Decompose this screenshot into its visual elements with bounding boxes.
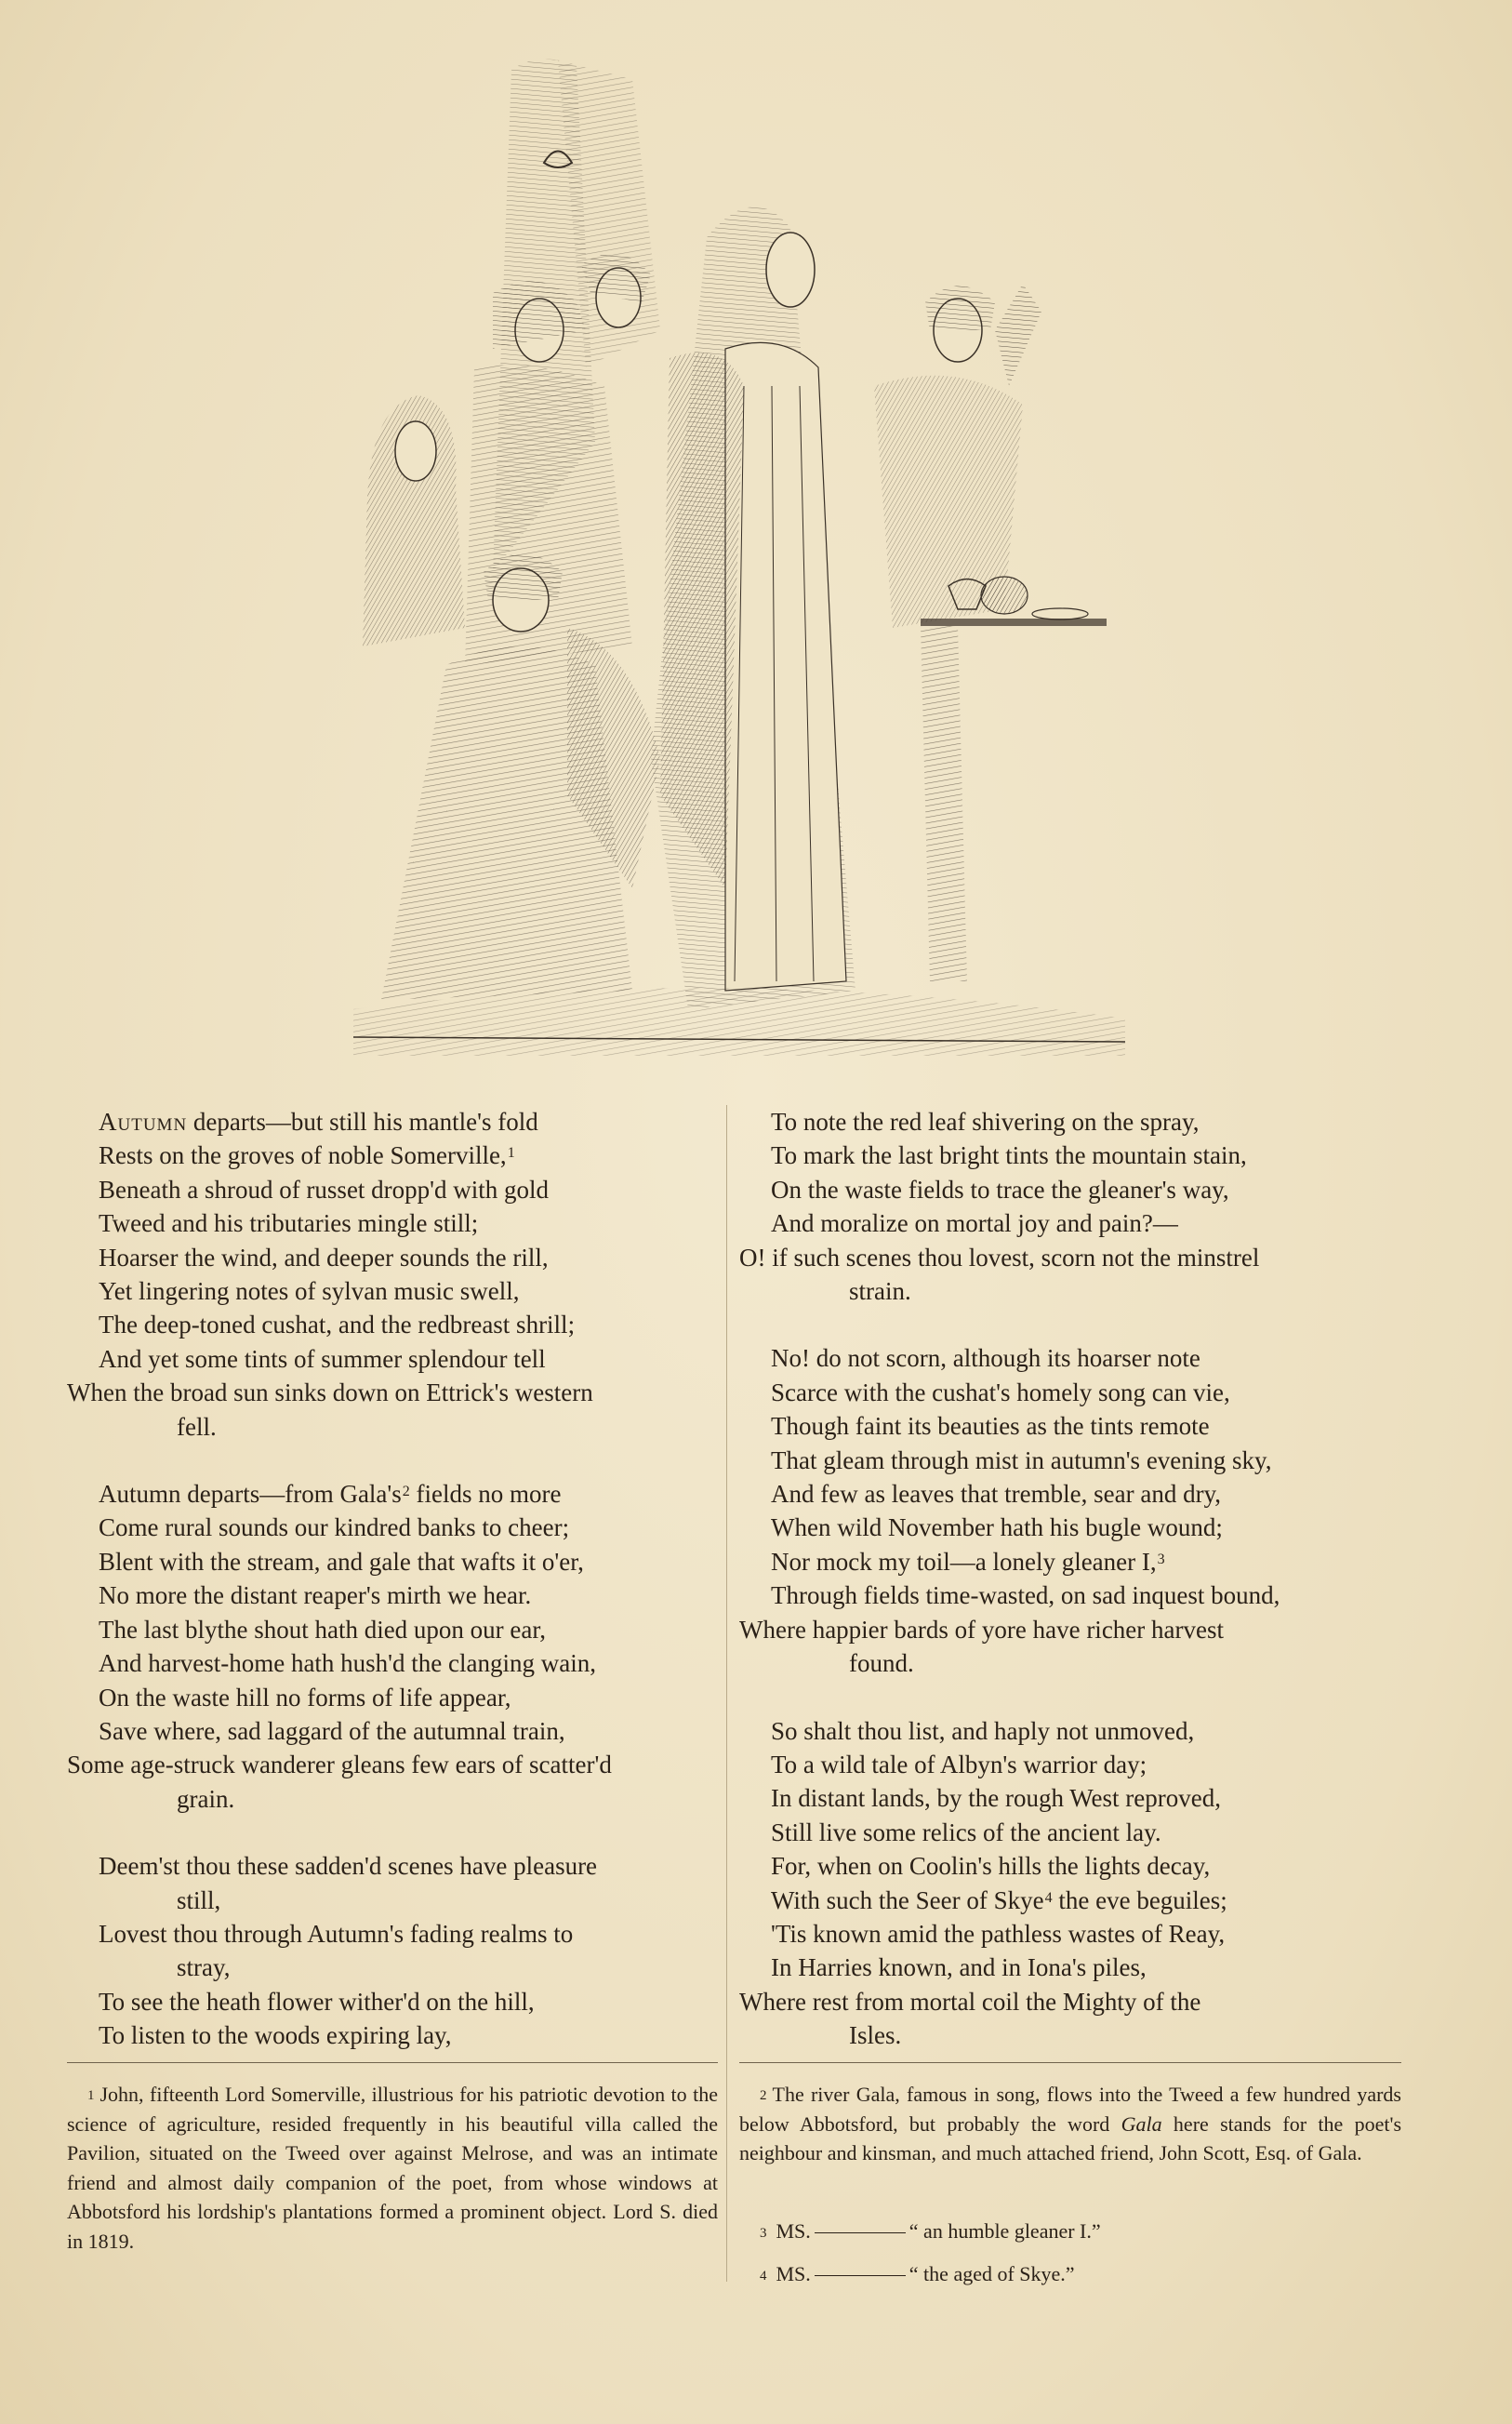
stanza xyxy=(739,1341,1409,1680)
poem-line-text: To listen to the woods expiring lay, xyxy=(99,2021,452,2050)
poem-line-text: Deem'st thou these sadden'd scenes have pleasure xyxy=(99,1852,598,1881)
poem-line-text-after: fields no more xyxy=(409,1480,562,1509)
poem-line xyxy=(739,1545,1409,1578)
poem-line-text: Nor mock my toil—a lonely gleaner I, xyxy=(771,1547,1157,1576)
poem-line-text: Blent with the stream, and gale that wafts it o'er, xyxy=(99,1547,584,1576)
face-left-hooded xyxy=(395,421,436,481)
poem-line-text: To note the red leaf shivering on the spray, xyxy=(771,1108,1200,1136)
poem-line xyxy=(67,1274,746,1308)
poem-line-text: When wild November hath his bugle wound; xyxy=(771,1513,1223,1542)
poem-line xyxy=(67,1477,746,1511)
poem-line-text: To see the heath flower wither'd on the hill, xyxy=(99,1987,535,2016)
poem-line-text: 'Tis known amid the pathless wastes of Reay, xyxy=(771,1919,1226,1948)
engraving-illustration xyxy=(353,51,1125,1056)
poem-line-text: In distant lands, by the rough West reproved, xyxy=(771,1784,1221,1813)
poem-line xyxy=(67,1511,746,1544)
footnote-2-number: 2 xyxy=(760,2088,767,2103)
footnote-4 xyxy=(760,2260,1075,2288)
poem-line-text-after: the eve beguiles; xyxy=(1052,1885,1227,1914)
poem-line xyxy=(739,1714,1409,1748)
footnote-3-ms: MS. xyxy=(776,2219,811,2243)
poem-line-text: Where happier bards of yore have richer harvest xyxy=(739,1615,1224,1644)
poem-line-text: Still live some relics of the ancient lay. xyxy=(771,1818,1161,1846)
poem-line xyxy=(739,2018,1409,2052)
poem-line-text: For, when on Coolin's hills the lights decay, xyxy=(771,1852,1211,1881)
poem-line-text: The deep-toned cushat, and the redbreast shrill; xyxy=(99,1311,576,1339)
poem-line-text: To mark the last bright tints the mountain stain, xyxy=(771,1141,1247,1170)
footnote-reference: 3 xyxy=(1157,1551,1165,1567)
poem-line xyxy=(739,1578,1409,1612)
footnote-3-dash xyxy=(815,2232,906,2233)
footnote-4-dash xyxy=(815,2275,906,2276)
poem-line-text: O! if such scenes thou lovest, scorn not the minstrel xyxy=(739,1243,1260,1272)
poem-line xyxy=(67,1376,746,1409)
poem-line xyxy=(739,1511,1409,1544)
poem-line-text: Where rest from mortal coil the Mighty of the xyxy=(739,1987,1201,2016)
poem-line-text: Lovest thou through Autumn's fading realms to xyxy=(99,1919,574,1948)
poem-line-text: And few as leaves that tremble, sear and dry, xyxy=(771,1480,1222,1509)
poem-line xyxy=(739,1409,1409,1443)
footnote-1 xyxy=(67,2080,718,2256)
poem-line xyxy=(739,1341,1409,1375)
footnote-2-text-before: The river Gala, famous in song, flows into the Tweed a few hundred yards below Abbotsford, but probably the word xyxy=(739,2083,1401,2136)
poem-line-text: That gleam through mist in autumn's evening sky, xyxy=(771,1445,1272,1474)
poem-line xyxy=(739,1139,1409,1172)
poem-line-text: With such the Seer of Skye xyxy=(771,1885,1044,1914)
footnote-2 xyxy=(739,2080,1401,2168)
poem-line-text: Though faint its beauties as the tints remote xyxy=(771,1412,1210,1441)
poem-line-text: To a wild tale of Albyn's warrior day; xyxy=(771,1750,1147,1778)
vessel-plate xyxy=(1032,608,1088,619)
poem-line-text: Autumn departs—from Gala's xyxy=(99,1480,402,1509)
poem-line-text: Scarce with the cushat's homely song can vie, xyxy=(771,1378,1230,1406)
poem-line xyxy=(67,1206,746,1240)
poem-line xyxy=(67,1646,746,1680)
dress-back-women xyxy=(465,366,632,666)
stanza xyxy=(739,1714,1409,2053)
footnote-1-number: 1 xyxy=(87,2088,95,2103)
poem-line xyxy=(739,1748,1409,1781)
poem-line xyxy=(67,1917,746,1951)
stanza xyxy=(67,1477,746,1816)
stanza xyxy=(67,1849,746,2052)
poem-line xyxy=(739,1241,1409,1274)
poem-line-text: And yet some tints of summer splendour tell xyxy=(99,1344,546,1373)
footnote-rule-right xyxy=(739,2062,1401,2063)
poem-line-text: Some age-struck wanderer gleans few ears of scatter'd xyxy=(67,1751,612,1779)
poem-line xyxy=(67,1748,746,1781)
poem-line xyxy=(739,1206,1409,1240)
poem-line xyxy=(739,1781,1409,1815)
poem-line xyxy=(67,1139,746,1172)
poem-line-text: So shalt thou list, and haply not unmoved, xyxy=(771,1716,1195,1745)
footnote-4-number: 4 xyxy=(760,2269,767,2284)
poem-line xyxy=(739,1849,1409,1883)
footnote-1-text: John, fifteenth Lord Somerville, illustrious for his patriotic devotion to the science of agriculture, resided frequently in his beautiful villa called the Pavilion, situated on the Tweed over against Melrose, and was an intimate friend and almost daily companion of the poet, from whose windows at Abbotsford his lordship's plantations formed a prominent object. Lord S. died in 1819. xyxy=(67,2083,718,2253)
poem-line xyxy=(739,1816,1409,1849)
poem-line-text: And moralize on mortal joy and pain?— xyxy=(771,1209,1178,1238)
poem-line xyxy=(67,1985,746,2018)
poem-line xyxy=(739,1444,1409,1477)
poem-line-text: Hoarser the wind, and deeper sounds the rill, xyxy=(99,1243,549,1272)
poem-line xyxy=(67,1578,746,1612)
stanza xyxy=(67,1105,746,1444)
poem-line-text: On the waste fields to trace the gleaner's way, xyxy=(771,1175,1229,1204)
poem-line-text: Save where, sad laggard of the autumnal train, xyxy=(99,1716,565,1745)
poem-line xyxy=(739,1951,1409,1984)
poem-line-text: The last blythe shout hath died upon our ear, xyxy=(99,1615,547,1644)
poem-line xyxy=(739,1985,1409,2018)
poem-line-text: strain. xyxy=(849,1277,911,1306)
vessel-jar xyxy=(981,577,1028,614)
footnote-4-quote: “ the aged of Skye.” xyxy=(909,2262,1075,2285)
poem-column-right xyxy=(739,1105,1409,2086)
poem-line-text: grain. xyxy=(177,1784,235,1813)
poem-line xyxy=(67,1782,746,1816)
poem-line xyxy=(67,1951,746,1984)
poem-line xyxy=(739,1477,1409,1511)
footnote-4-ms: MS. xyxy=(776,2262,811,2285)
footnote-reference: 4 xyxy=(1044,1889,1053,1906)
poem-line xyxy=(67,1884,746,1917)
footnote-reference: 2 xyxy=(402,1484,410,1500)
mirror-shape xyxy=(995,284,1041,386)
poem-line-text: No more the distant reaper's mirth we hear. xyxy=(99,1581,532,1610)
poem-line-text: Yet lingering notes of sylvan music swell, xyxy=(99,1277,520,1306)
poem-line-text: Isles. xyxy=(849,2021,902,2050)
poem-line xyxy=(67,1681,746,1714)
poem-line xyxy=(739,1646,1409,1680)
poem-column-left xyxy=(67,1105,746,2086)
engraving-svg xyxy=(353,51,1125,1056)
poem-line xyxy=(739,1917,1409,1951)
footnote-3-number: 3 xyxy=(760,2226,767,2241)
poem-line-text: Through fields time-wasted, on sad inquest bound, xyxy=(771,1581,1280,1610)
poem-line xyxy=(739,1376,1409,1409)
poem-line xyxy=(67,1342,746,1376)
poem-line-text: In Harries known, and in Iona's piles, xyxy=(771,1953,1147,1982)
footnote-3-quote: “ an humble gleaner I.” xyxy=(909,2219,1101,2243)
face-central-lady xyxy=(766,233,815,307)
poem-line-text: Rests on the groves of noble Somerville, xyxy=(99,1141,507,1170)
poem-line xyxy=(739,1884,1409,1917)
poem-line xyxy=(67,1849,746,1883)
footnote-2-text-after: here stands for the poet's neighbour and kinsman, and much attached friend, John Scott, Esq. of Gala. xyxy=(739,2111,1402,2164)
poem-line-text: No! do not scorn, although its hoarser note xyxy=(771,1344,1200,1373)
hair-right-woman xyxy=(925,286,995,331)
poem-line xyxy=(739,1274,1409,1308)
poem-line xyxy=(67,2018,746,2052)
poem-line xyxy=(67,1173,746,1206)
poem-line-text: When the broad sun sinks down on Ettrick's western xyxy=(67,1378,593,1407)
poem-line xyxy=(67,1241,746,1274)
poem-line xyxy=(67,1105,746,1139)
table-leg xyxy=(921,626,967,981)
footnote-2-italic: Gala xyxy=(1121,2111,1162,2136)
poem-line xyxy=(739,1173,1409,1206)
poem-line xyxy=(67,1410,746,1444)
poem-line-text: still, xyxy=(177,1885,221,1914)
poem-line-text: stray, xyxy=(177,1953,231,1982)
floor-shading xyxy=(353,988,1125,1056)
table-top xyxy=(921,619,1107,626)
poem-line-text: found. xyxy=(849,1649,914,1678)
poem-line xyxy=(67,1545,746,1578)
footnote-reference: 1 xyxy=(507,1145,515,1162)
poem-line-text: And harvest-home hath hush'd the clanging wain, xyxy=(99,1649,596,1678)
small-caps-word: Autumn xyxy=(99,1108,188,1136)
poem-line xyxy=(739,1613,1409,1646)
poem-line xyxy=(739,1105,1409,1139)
poem-line-text: Beneath a shroud of russet dropp'd with gold xyxy=(99,1175,550,1204)
poem-line xyxy=(67,1613,746,1646)
poem-line-text: On the waste hill no forms of life appear, xyxy=(99,1683,511,1711)
poem-line-text: Tweed and his tributaries mingle still; xyxy=(99,1209,479,1238)
stanza xyxy=(739,1105,1409,1308)
poem-line-text: departs—but still his mantle's fold xyxy=(187,1108,538,1136)
poem-line xyxy=(67,1308,746,1341)
poem-line-text: Come rural sounds our kindred banks to cheer; xyxy=(99,1513,570,1542)
footnote-rule-left xyxy=(67,2062,718,2063)
footnote-3 xyxy=(760,2218,1101,2245)
poem-line-text: fell. xyxy=(177,1412,217,1441)
poem-line xyxy=(67,1714,746,1748)
